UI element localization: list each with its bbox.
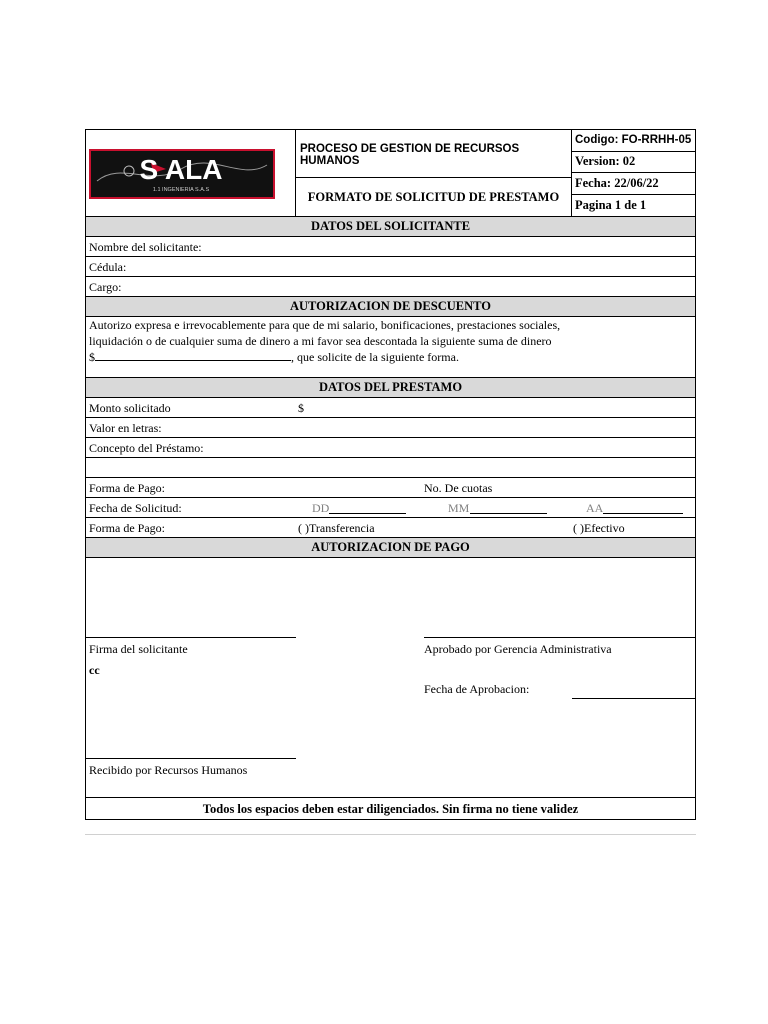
section-applicant: DATOS DEL SOLICITANTE — [85, 217, 696, 237]
payment-method-label: Forma de Pago: — [89, 521, 165, 535]
document-date: Fecha: 22/06/22 — [572, 173, 695, 195]
loan-concept-label: Concepto del Préstamo: — [89, 441, 204, 455]
request-date-day: DD — [312, 501, 330, 515]
approval-date-label: Fecha de Aprobacion: — [424, 682, 530, 696]
applicant-id-row[interactable] — [85, 257, 696, 277]
applicant-signature-line[interactable] — [86, 637, 296, 638]
loan-concept-row[interactable] — [85, 438, 696, 458]
authorization-line-2: liquidación o de cualquier suma de dinero a mi favor sea descontada la siguiente suma de dinero — [89, 333, 552, 348]
management-signature-line[interactable] — [424, 637, 696, 638]
received-by-label: Recibido por Recursos Humanos — [89, 763, 248, 777]
transfer-option[interactable]: ( )Transferencia — [298, 521, 375, 535]
request-date-month: MM — [448, 501, 470, 515]
company-logo — [89, 149, 275, 199]
request-date-month-field[interactable] — [470, 513, 547, 514]
logo-graphic — [91, 151, 273, 197]
approval-date-field[interactable] — [572, 698, 696, 699]
authorization-currency: $ — [89, 350, 95, 364]
document-page: Pagina 1 de 1 — [575, 197, 647, 212]
document-control — [571, 130, 695, 216]
authorization-line-1: Autorizo expresa e irrevocablemente para que de mi salario, bonificaciones, prestaciones sociales, — [89, 318, 561, 332]
process-title: PROCESO DE GESTION DE RECURSOS HUMANOS — [296, 130, 571, 178]
form-header — [85, 129, 696, 217]
section-payment-authorization: AUTORIZACION DE PAGO — [85, 538, 696, 558]
applicant-id-label: Cédula: — [89, 260, 127, 274]
request-date-day-field[interactable] — [329, 513, 406, 514]
loan-amount-row[interactable] — [85, 398, 696, 418]
applicant-position-label: Cargo: — [89, 280, 122, 294]
section-discount-authorization: AUTORIZACION DE DESCUENTO — [85, 297, 696, 317]
authorization-text — [85, 317, 696, 378]
authorization-amount-field[interactable] — [95, 349, 291, 361]
form-title: FORMATO DE SOLICITUD DE PRESTAMO — [307, 189, 560, 204]
authorization-line-3: , que solicite de la siguiente forma. — [291, 350, 459, 364]
payment-form-label: Forma de Pago: — [89, 481, 165, 495]
header-titles — [296, 130, 571, 216]
logo-text: S ALA — [139, 154, 223, 185]
document-code: Codigo: FO-RRHH-05 — [572, 130, 695, 152]
footer-note: Todos los espacios deben estar diligenciados. Sin firma no tiene validez — [85, 798, 696, 820]
applicant-name-label: Nombre del solicitante: — [89, 240, 202, 254]
signature-block — [85, 558, 696, 798]
document-version: Version: 02 — [572, 152, 695, 174]
approved-by-label: Aprobado por Gerencia Administrativa — [424, 642, 612, 656]
request-date-label: Fecha de Solicitud: — [89, 501, 182, 515]
loan-amount-label: Monto solicitado — [89, 401, 171, 415]
payment-form-row — [85, 478, 696, 498]
cash-option[interactable]: ( )Efectivo — [573, 521, 625, 535]
request-date-year: AA — [586, 501, 604, 515]
loan-words-row[interactable] — [85, 418, 696, 438]
loan-words-label: Valor en letras: — [89, 421, 162, 435]
applicant-signature-label: Firma del solicitante — [89, 642, 188, 656]
logo-cell — [86, 130, 296, 216]
loan-request-form — [85, 129, 696, 835]
installments-label: No. De cuotas — [424, 481, 493, 495]
loan-concept-extra-row[interactable] — [85, 458, 696, 478]
request-date-row — [85, 498, 696, 518]
section-loan-data: DATOS DEL PRESTAMO — [85, 378, 696, 398]
cc-label: cc — [89, 663, 100, 677]
loan-amount-currency: $ — [298, 401, 304, 415]
payment-method-row — [85, 518, 696, 538]
trailing-row — [85, 820, 696, 835]
logo-subtext: 1.1 INGENIERIA S.A.S — [152, 187, 210, 193]
request-date-year-field[interactable] — [603, 513, 683, 514]
applicant-position-row[interactable] — [85, 277, 696, 297]
hr-signature-line[interactable] — [86, 758, 296, 759]
applicant-name-row[interactable] — [85, 237, 696, 257]
